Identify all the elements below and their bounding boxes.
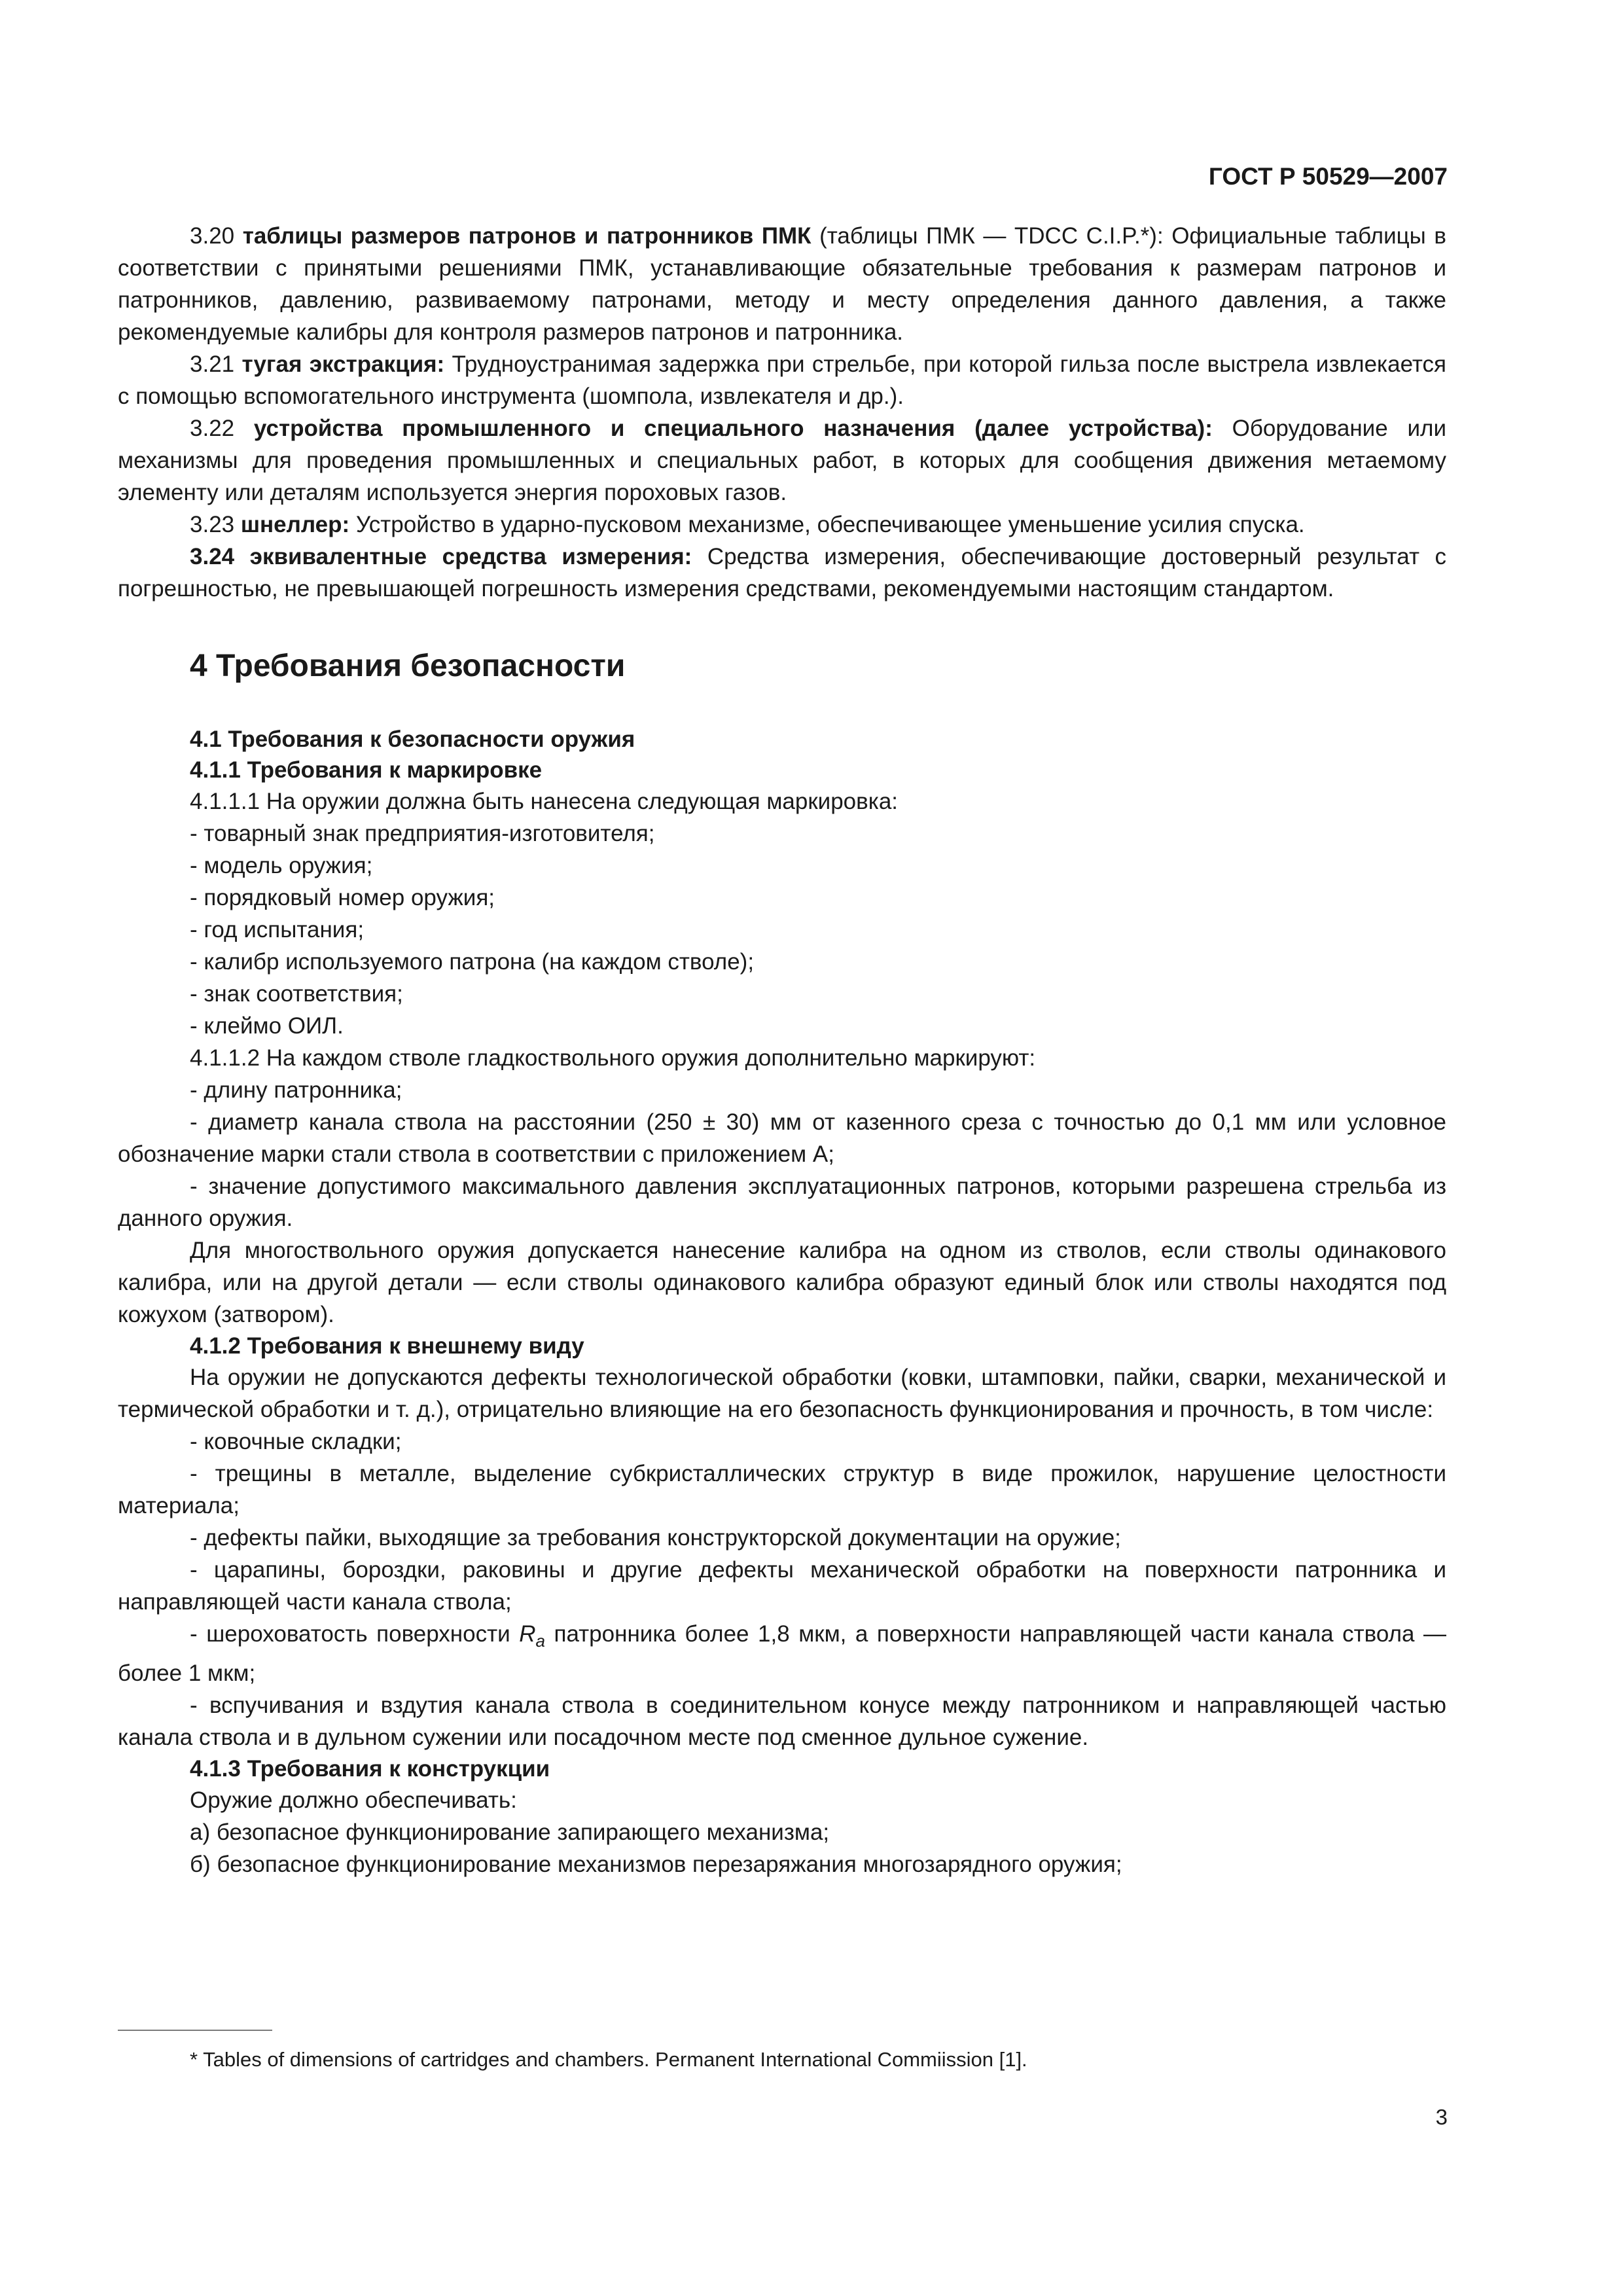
definition-text: (таблицы ПМК — TDCC C.I.P.*): Официальные таблицы в соответствии с принятыми решениями ПМК, устанавливающие обязательные требования к размерам патронов и патронников, давлению, развиваемому патронами, методу и месту определения данного давления, а также рекомендуемые калибры для контроля размеров патронов и патронника. [118, 223, 1446, 345]
roughness-item [118, 1618, 1446, 1689]
roughness-subscript: a [535, 1631, 545, 1651]
footnote-divider [118, 2030, 272, 2031]
appearance-intro: На оружии не допускаются дефекты технологической обработки (ковки, штамповки, пайки, сварки, механической и термической обработки и т. д.), отрицательно влияющие на его безопасность функционирования и прочность, в том числе: [118, 1365, 1446, 1422]
clause-4-1-1-2: 4.1.1.2 На каждом стволе гладкоствольного оружия дополнительно маркируют: [190, 1045, 1036, 1071]
roughness-after: патронника более 1,8 мкм, а поверхности направляющей части канала ствола — более 1 мкм; [118, 1621, 1446, 1686]
definition-3-22 [118, 412, 1446, 509]
section-4-1-3-heading: 4.1.3 Требования к конструкции [190, 1756, 550, 1782]
roughness-before: - шероховатость поверхности [190, 1621, 520, 1647]
definition-text: Трудноустранимая задержка при стрельбе, при которой гильза после выстрела извлекается с помощью вспомогательного инструмента (шомпола, извлекателя и др.). [118, 351, 1446, 409]
defect-item: - дефекты пайки, выходящие за требования конструкторской документации на оружие; [190, 1525, 1121, 1551]
smoothbore-item: - длину патронника; [190, 1077, 402, 1103]
definition-text: Устройство в ударно-пусковом механизме, обеспечивающее уменьшение усилия спуска. [349, 512, 1305, 537]
smoothbore-item: - диаметр канала ствола на расстоянии (250 ± 30) мм от казенного среза с точностью до 0,1 мм или условное обозначение марки стали ствола в соответствии с приложением А; [118, 1109, 1446, 1167]
defect-item: - вспучивания и вздутия канала ствола в соединительном конусе между патронником и направляющей частью канала ствола и в дульном сужении или посадочном месте под сменное дульное сужение. [118, 1693, 1446, 1750]
definition-text: Оборудование или механизмы для проведения промышленных и специальных работ, в которых для сообщения движения метаемому элементу или деталям используется энергия пороховых газов. [118, 416, 1446, 505]
section-4-heading: 4 Требования безопасности [190, 649, 626, 683]
footnote: * Tables of dimensions of cartridges and chambers. Permanent International Commiission [1]. [190, 2048, 1027, 2071]
definition-3-23 [118, 509, 1446, 541]
marking-item: - модель оружия; [190, 853, 373, 878]
clause-4-1-1-1: 4.1.1.1 На оружии должна быть нанесена следующая маркировка: [190, 789, 899, 814]
definition-number: 3.20 [190, 223, 235, 249]
definition-3-20 [118, 220, 1446, 348]
marking-item: - клеймо ОИЛ. [190, 1013, 344, 1039]
defect-item: - ковочные складки; [190, 1429, 402, 1454]
definition-number: 3.22 [190, 416, 235, 441]
multibarrel-note: Для многоствольного оружия допускается нанесение калибра на одном из стволов, если стволы одинакового калибра, или на другой детали — если стволы одинакового калибра образуют единый блок или стволы находятся под кожухом (затвором). [118, 1238, 1446, 1327]
definition-3-24 [118, 541, 1446, 605]
definition-term: таблицы размеров патронов и патронников ПМК [242, 223, 812, 249]
marking-item: - порядковый номер оружия; [190, 885, 495, 910]
construction-intro: Оружие должно обеспечивать: [190, 1787, 517, 1813]
marking-item: - калибр используемого патрона (на каждом стволе); [190, 949, 755, 975]
marking-item: - год испытания; [190, 917, 365, 942]
definition-term: устройства промышленного и специального назначения (далее устройства): [253, 416, 1213, 441]
standard-id: ГОСТ Р 50529—2007 [1208, 163, 1448, 190]
page-body [118, 220, 1446, 1880]
section-4-1-heading: 4.1 Требования к безопасности оружия [190, 726, 635, 752]
defect-item: - трещины в металле, выделение субкристаллических структур в виде прожилок, нарушение целостности материала; [118, 1461, 1446, 1518]
definition-term: шнеллер: [240, 512, 350, 537]
definition-3-21 [118, 348, 1446, 412]
construction-item: б) безопасное функционирование механизмов перезаряжания многозарядного оружия; [190, 1852, 1122, 1877]
marking-item: - товарный знак предприятия-изготовителя; [190, 821, 655, 846]
defect-item: - царапины, бороздки, раковины и другие дефекты механической обработки на поверхности патронника и направляющей части канала ствола; [118, 1557, 1446, 1615]
roughness-symbol: R [519, 1621, 536, 1647]
section-4-1-2-heading: 4.1.2 Требования к внешнему виду [190, 1333, 584, 1359]
definition-number: 3.24 [190, 544, 235, 569]
definition-term: тугая экстракция: [241, 351, 445, 377]
definition-number: 3.23 [190, 512, 235, 537]
section-4-1-1-heading: 4.1.1 Требования к маркировке [190, 757, 543, 783]
construction-item: а) безопасное функционирование запирающего механизма; [190, 1820, 830, 1845]
definition-number: 3.21 [190, 351, 235, 377]
page-number: 3 [1435, 2105, 1448, 2129]
definition-term: эквивалентные средства измерения: [249, 544, 692, 569]
marking-item: - знак соответствия; [190, 981, 403, 1007]
definition-text: Средства измерения, обеспечивающие достоверный результат с погрешностью, не превышающей погрешность измерения средствами, рекомендуемыми настоящим стандартом. [118, 544, 1447, 601]
smoothbore-item: - значение допустимого максимального давления эксплуатационных патронов, которыми разрешена стрельба из данного оружия. [118, 1174, 1446, 1231]
